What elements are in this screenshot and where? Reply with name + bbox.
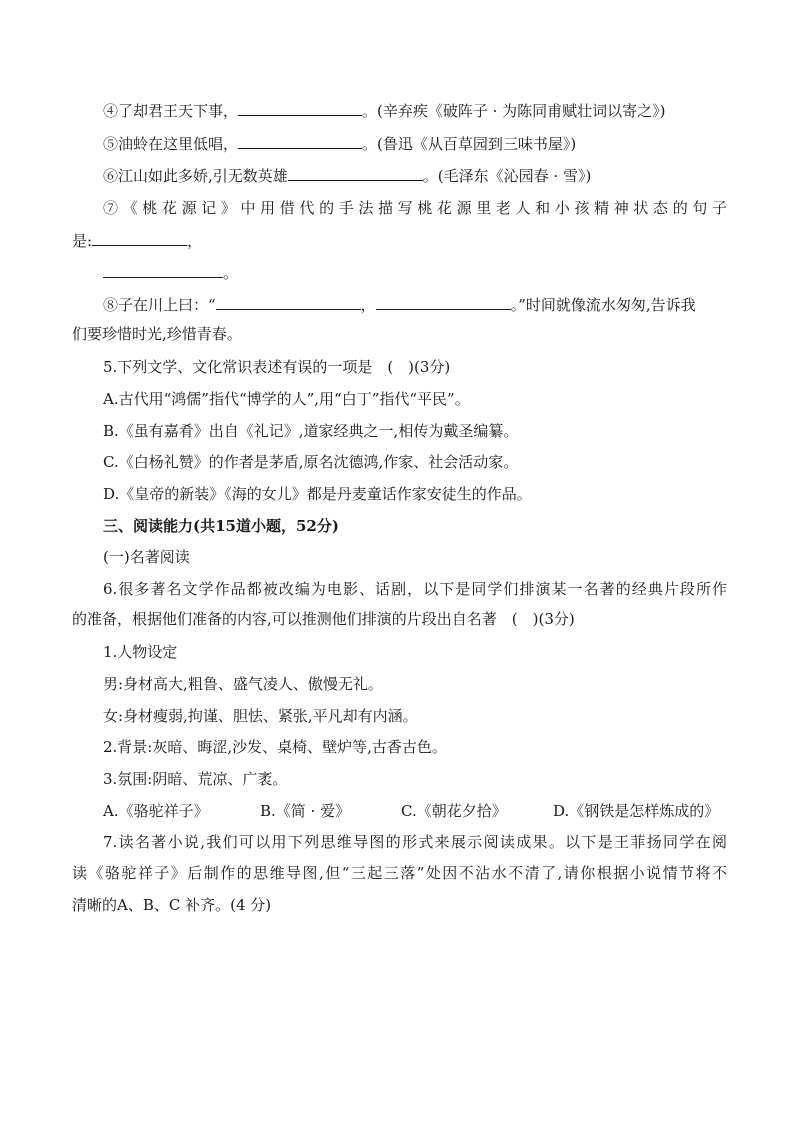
q6-option-a: A.《骆驼祥子》 <box>103 802 209 820</box>
q5-option-d: D.《皇帝的新装》《海的女儿》都是丹麦童话作家安徒生的作品。 <box>103 485 532 503</box>
q6-male-character: 男:身材高大,粗鲁、盛气凌人、傲慢无礼。 <box>103 675 383 693</box>
q4-item7-comma: ， <box>187 232 203 250</box>
q7-line2: 读《骆驼祥子》后制作的思维导图,但“三起三落”处因不沾水不清了,请你根据小说情节将不 <box>72 864 727 882</box>
q4-item5 <box>103 133 727 154</box>
q4-item8-line1 <box>103 294 727 315</box>
section-heading: 三、阅读能力(共15道小题，52分) <box>103 517 339 535</box>
q4-item7-prefix: 是: <box>72 232 93 250</box>
q4-item5-source: 。(鲁迅《从百草园到三味书屋》) <box>362 135 577 153</box>
q6-female-character: 女:身材瘦弱,拘谨、胆怯、紧张,平凡却有内涵。 <box>103 707 418 725</box>
q4-item7-line3 <box>103 262 727 283</box>
q4-item8-line2: 们要珍惜时光,珍惜青春。 <box>72 325 242 343</box>
q6-background: 2.背景:灰暗、晦涩,沙发、桌椅、壁炉等,古香古色。 <box>103 738 447 756</box>
q4-item6-prefix: ⑥江山如此多娇,引无数英雄 <box>103 167 288 185</box>
q4-item6-source: 。(毛泽东《沁园春 · 雪》) <box>422 167 592 185</box>
answer-blank[interactable] <box>288 165 423 181</box>
q6-stem-line1: 6.很多著名文学作品都被改编为电影、话剧，以下是同学们排演某一名著的经典片段所作 <box>103 580 727 598</box>
q4-item8-suffix: 。”时间就像流水匆匆,告诉我 <box>510 296 696 314</box>
q4-item8-prefix: ⑧子在川上曰：“ <box>103 296 216 314</box>
q4-item4-source: 。(辛弃疾《破阵子 · 为陈同甫赋壮词以寄之》) <box>362 102 666 120</box>
q6-stem-line2: 的准备，根据他们准备的内容,可以推测他们排演的片段出自名著 ( )(3分) <box>72 610 575 628</box>
q5-option-c: C.《白杨礼赞》的作者是茅盾,原名沈德鸿,作家、社会活动家。 <box>103 453 519 471</box>
answer-blank[interactable] <box>216 294 361 310</box>
subsection-heading: (一)名著阅读 <box>103 548 190 566</box>
answer-blank[interactable] <box>92 230 187 246</box>
q6-option-c: C.《朝花夕拾》 <box>401 802 507 820</box>
q5-option-a: A.古代用“鸿儒”指代“博学的人”,用“白丁”指代“平民”。 <box>103 390 470 408</box>
q4-item7-period: 。 <box>223 264 239 282</box>
q4-item7-line1: ⑦《桃花源记》中用借代的手法描写桃花源里老人和小孩精神状态的句子 <box>103 199 727 217</box>
q4-item4 <box>103 100 727 121</box>
q6-option-b: B.《简 · 爱》 <box>260 802 351 820</box>
answer-blank[interactable] <box>376 294 511 310</box>
q6-option-d: D.《钢铁是怎样炼成的》 <box>553 802 720 820</box>
q5-stem: 5.下列文学、文化常识表述有误的一项是 ( )(3分) <box>103 358 451 376</box>
answer-blank[interactable] <box>238 133 362 149</box>
q6-character-heading: 1.人物设定 <box>103 643 178 661</box>
answer-blank[interactable] <box>238 100 362 116</box>
q7-line1: 7.读名著小说,我们可以用下列思维导图的形式来展示阅读成果。以下是王菲扬同学在阅 <box>103 833 727 851</box>
q4-item8-comma: ， <box>360 296 376 314</box>
q6-atmosphere: 3.氛围:阴暗、荒凉、广袤。 <box>103 770 288 788</box>
q4-item4-prefix: ④了却君王天下事， <box>103 102 239 120</box>
q7-line3: 清晰的A、B、C 补齐。(4 分) <box>72 896 272 914</box>
q4-item7-line2 <box>72 230 727 251</box>
q4-item5-prefix: ⑤油蛉在这里低唱， <box>103 135 239 153</box>
q5-option-b: B.《虽有嘉肴》出自《礼记》,道家经典之一,相传为戴圣编纂。 <box>103 422 519 440</box>
answer-blank[interactable] <box>103 262 223 278</box>
q4-item6 <box>103 165 727 186</box>
